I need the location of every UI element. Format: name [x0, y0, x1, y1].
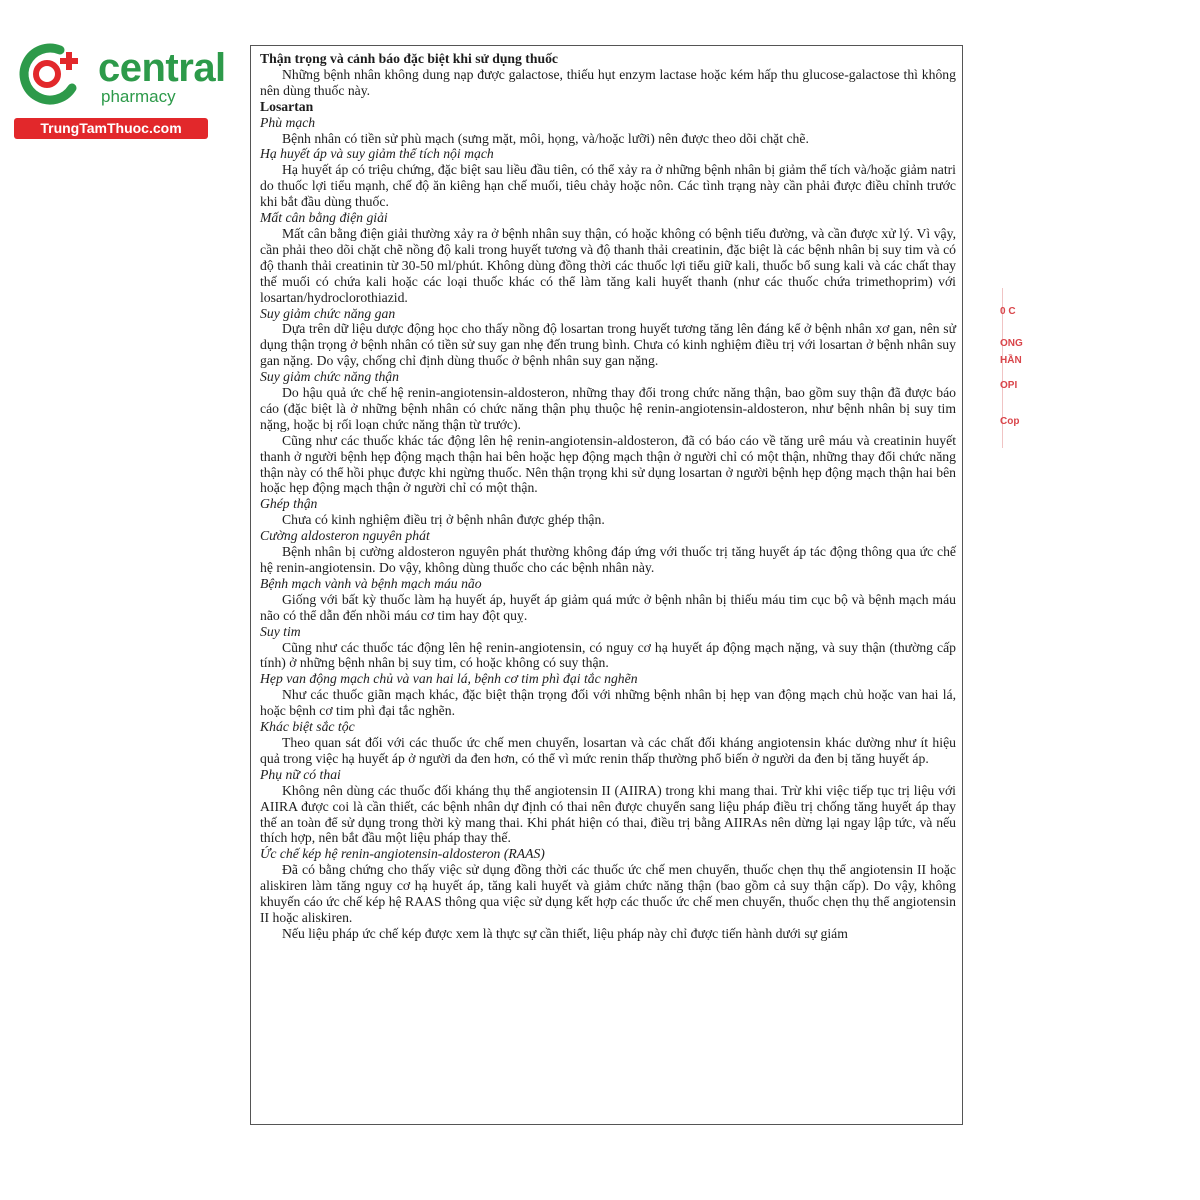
subsection-title: Hạ huyết áp và suy giảm thể tích nội mạch	[260, 146, 494, 162]
subsection-title: Khác biệt sắc tộc	[260, 719, 355, 735]
subsection-title: Ghép thận	[260, 496, 318, 512]
paragraph: Giống với bất kỳ thuốc làm hạ huyết áp, huyết áp giảm quá mức ở bệnh nhân bị thiếu máu tim cục bộ và bệnh mạch máu não có thể dẫn đến nhồi máu cơ tim hay đột quỵ.	[260, 591, 956, 623]
side-page-fragment	[986, 288, 1023, 448]
paragraph: Như các thuốc giãn mạch khác, đặc biệt thận trọng đối với những bệnh nhân bị hẹp van động mạch chủ hoặc van hai lá, hoặc bệnh cơ tim phì đại tắc nghẽn.	[260, 687, 956, 719]
subsection-title: Suy giảm chức năng thận	[260, 369, 399, 385]
subsection-title: Hẹp van động mạch chủ và van hai lá, bệnh cơ tim phì đại tắc nghẽn	[260, 671, 638, 687]
paragraph: Chưa có kinh nghiệm điều trị ở bệnh nhân được ghép thận.	[282, 512, 605, 528]
paragraph: Cũng như các thuốc tác động lên hệ renin-angiotensin, có nguy cơ hạ huyết áp động mạch nặng, và suy thận (thường cấp tính) ở những bệnh nhân bị suy tim, có hoặc không có suy thận.	[260, 639, 956, 671]
side-mark: HẦN	[1000, 355, 1022, 366]
side-mark: ONG	[1000, 338, 1023, 349]
paragraph: Mất cân bằng điện giải thường xảy ra ở bệnh nhân suy thận, có hoặc không có bệnh tiểu đường, và cần được xử lý. Vì vậy, cần phải theo dõi chặt chẽ nồng độ kali trong huyết tương và độ thanh thải creatinin, đặc biệt là các bệnh nhân bị suy tim và có độ thanh thải creatinin từ 30-50 ml/phút. Không dùng đồng thời các thuốc lợi tiểu giữ kali, thuốc bổ sung kali và các chất thay thế muối có chứa kali hoặc các loại thuốc khác có thể làm tăng kali huyết thanh (như các thuốc chứa trimethoprim) với losartan/hydroclorothiazid.	[260, 225, 956, 305]
paragraph: Bệnh nhân bị cường aldosteron nguyên phát thường không đáp ứng với thuốc trị tăng huyết áp tác động thông qua ức chế hệ renin-angiotensin. Do vậy, không dùng thuốc cho các bệnh nhân này.	[260, 544, 956, 575]
side-mark: 0 C	[1000, 306, 1016, 317]
subsection-title: Bệnh mạch vành và bệnh mạch máu não	[260, 575, 482, 591]
central-pharmacy-logo[interactable]	[14, 38, 226, 138]
subsection-title: Ức chế kép hệ renin-angiotensin-aldosteron (RAAS)	[260, 846, 545, 862]
paragraph: Bệnh nhân có tiền sử phù mạch (sưng mặt, môi, họng, và/hoặc lưỡi) nên được theo dõi chặt chẽ.	[282, 130, 809, 146]
subsection-title: Cường aldosteron nguyên phát	[260, 528, 430, 544]
brand-name: central	[98, 46, 226, 90]
brand-sub: pharmacy	[101, 87, 176, 106]
document-heading: Thận trọng và cảnh báo đặc biệt khi sử dụng thuốc	[260, 51, 559, 66]
section-title: Losartan	[260, 98, 314, 114]
paragraph: Dựa trên dữ liệu dược động học cho thấy nồng độ losartan trong huyết tương tăng lên đáng kể ở bệnh nhân xơ gan, nên sử dụng thận trọng ở bệnh nhân có tiền sử suy gan nhẹ đến trung bình. Chưa có kinh nghiệm điều trị với losartan ở bệnh nhân suy gan nặng. Do vậy, chống chỉ định dùng thuốc ở bệnh nhân suy gan nặng.	[260, 321, 956, 369]
side-mark: Cop	[1000, 416, 1020, 427]
side-mark: OPI	[1000, 380, 1018, 391]
paragraph: Hạ huyết áp có triệu chứng, đặc biệt sau liều đầu tiên, có thể xảy ra ở những bệnh nhân bị giảm thể tích và/hoặc giảm natri do thuốc lợi tiểu mạnh, chế độ ăn kiêng hạn chế muối, tiêu chảy hoặc nôn. Các tình trạng này cần phải được điều chỉnh trước khi bắt đầu dùng thuốc.	[260, 162, 956, 210]
subsection-title: Phù mạch	[260, 114, 316, 130]
paragraph: Đã có bằng chứng cho thấy việc sử dụng đồng thời các thuốc ức chế men chuyển, thuốc chẹn thụ thể angiotensin II hoặc aliskiren làm tăng nguy cơ hạ huyết áp, tăng kali huyết và giảm chức năng thận (bao gồm cả suy thận cấp). Do vậy, không khuyến cáo ức chế kép hệ RAAS thông qua việc sử dụng kết hợp các thuốc ức chế men chuyển, thuốc chẹn thụ thể angiotensin II hoặc aliskiren.	[260, 862, 956, 925]
central-pharmacy-logo-icon	[14, 38, 84, 108]
paragraph: Không nên dùng các thuốc đối kháng thụ thể angiotensin II (AIIRA) trong khi mang thai. Trừ khi việc tiếp tục trị liệu với AIIRA được coi là cần thiết, các bệnh nhân dự định có thai nên được chuyển sang liệu pháp điều trị chống tăng huyết áp thay thế an toàn để sử dụng trong thời kỳ mang thai. Khi phát hiện có thai, điều trị bằng AIIRAs nên dừng lại ngay lập tức, và nếu thích hợp, nên bắt đầu một liệu pháp thay thế.	[260, 782, 956, 846]
subsection-title: Mất cân bằng điện giải	[260, 210, 388, 226]
paragraph: Cũng như các thuốc khác tác động lên hệ renin-angiotensin-aldosteron, đã có báo cáo về tăng urê máu và creatinin huyết thanh ở người bệnh hẹp động mạch thận hai bên hoặc hẹp động mạch thận ở người chỉ có một thận, những thay đổi chức năng thận này có thể hồi phục được khi ngừng thuốc. Nên thận trọng khi sử dụng losartan ở người bệnh hẹp động mạch thận hai bên hoặc hẹp động mạch thận ở người chỉ có một thận.	[260, 432, 956, 496]
paragraph: Do hậu quả ức chế hệ renin-angiotensin-aldosteron, những thay đổi trong chức năng thận, bao gồm suy thận đã được báo cáo (đặc biệt là ở những bệnh nhân có chức năng thận phụ thuộc hệ renin-angiotensin-aldosteron, như bệnh nhân bị suy tim nặng, hoặc bị rối loạn chức năng thận từ trước).	[260, 385, 956, 432]
paragraph: Những bệnh nhân không dung nạp được galactose, thiếu hụt enzym lactase hoặc kém hấp thu glucose-galactose thì không nên dùng thuốc này.	[260, 66, 956, 98]
paragraph: Nếu liệu pháp ức chế kép được xem là thực sự cần thiết, liệu pháp này chỉ được tiến hành dưới sự giám	[282, 925, 848, 941]
brand-url[interactable]: TrungTamThuoc.com	[14, 118, 208, 139]
subsection-title: Suy giảm chức năng gan	[260, 305, 396, 321]
document-page	[250, 45, 963, 1125]
paragraph: Theo quan sát đối với các thuốc ức chế men chuyển, losartan và các chất đối kháng angiotensin khác dường như ít hiệu quả trong việc hạ huyết áp ở người da đen hơn, có thể vì mức renin thấp thường phổ biến ở người da đen bị tăng huyết áp.	[260, 734, 956, 766]
subsection-title: Suy tim	[260, 623, 301, 639]
subsection-title: Phụ nữ có thai	[260, 766, 341, 782]
document-body	[260, 51, 956, 942]
